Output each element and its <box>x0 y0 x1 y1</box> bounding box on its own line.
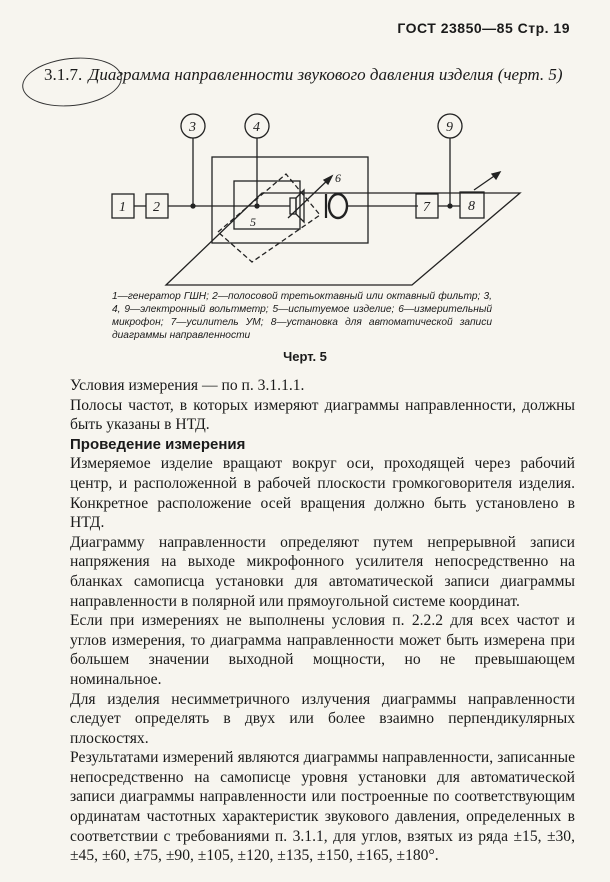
label-4: 4 <box>253 120 260 135</box>
measurement-block-diagram <box>0 100 610 290</box>
label-5: 5 <box>250 215 256 229</box>
label-9: 9 <box>446 120 453 135</box>
rotation-plane-dashed <box>218 174 320 262</box>
measurement-plane <box>166 193 520 285</box>
paragraph-results: Результатами измерений являются диаграммы направленности, записанные непосредственно на самописце уровня установки для автоматической записи диаграммы направленности или построенные по соответствующим ординатам частотных характеристик звукового давления, определенных в соответствии с требованиями п. 3.1.1, для углов, взятых из ряда ±15, ±30, ±45, ±60, ±75, ±90, ±105, ±120, ±135, ±150, ±165, ±180°. <box>70 749 575 865</box>
microphone-icon <box>329 194 347 218</box>
body-text <box>70 376 575 866</box>
section-number: 3.1.7. <box>44 65 83 84</box>
label-2: 2 <box>153 200 160 215</box>
diagram-legend: 1—генератор ГШН; 2—полосовой третьоктавный или октавный фильтр; 3, 4, 9—электронный вольтметр; 5—испытуемое изделие; 6—измерительный микрофон; 7—усилитель УМ; 8—установка для автоматической записи диаграммы направленности <box>112 291 492 341</box>
subheading-procedure: Проведение измерения <box>70 435 246 453</box>
page-header: ГОСТ 23850—85 Стр. 19 <box>397 20 570 36</box>
section-title-text: Диаграмма направленности звукового давления изделия (черт. 5) <box>88 65 563 84</box>
section-title <box>44 64 574 85</box>
paragraph-power: Если при измерениях не выполнены условия п. 2.2.2 для всех частот и углов измерения, то диаграмма направленности может быть измерена при большем значении выходной мощности, но не превышающем номинальное. <box>70 612 575 688</box>
label-8: 8 <box>468 199 475 214</box>
figure-caption: Черт. 5 <box>283 349 327 364</box>
paragraph-rotation: Измеряемое изделие вращают вокруг оси, проходящей через рабочий центр, и расположенной в рабочей плоскости громкоговорителя изделия. Конкретное расположение осей вращения должно быть установлено в НТД. <box>70 455 575 532</box>
label-1: 1 <box>119 200 126 215</box>
paragraph-recording: Диаграмму направленности определяют путем непрерывной записи напряжения на выходе микрофонного усилителя непосредственно на бланках самописца установки для автоматической записи диаграммы направленности в полярной или прямоугольной системе координат. <box>70 533 575 610</box>
paragraph-asymmetric: Для изделия несимметричного излучения диаграммы направленности следует определять в двух или более взаимно перпендикулярных плоскостях. <box>70 690 575 747</box>
label-6: 6 <box>335 171 341 185</box>
label-3: 3 <box>189 120 196 135</box>
paragraph-frequency-bands: Полосы частот, в которых измеряют диаграммы направленности, должны быть указаны в НТД. <box>70 396 575 434</box>
paragraph-conditions: Условия измерения — по п. 3.1.1.1. <box>70 377 305 394</box>
label-7: 7 <box>423 200 430 215</box>
